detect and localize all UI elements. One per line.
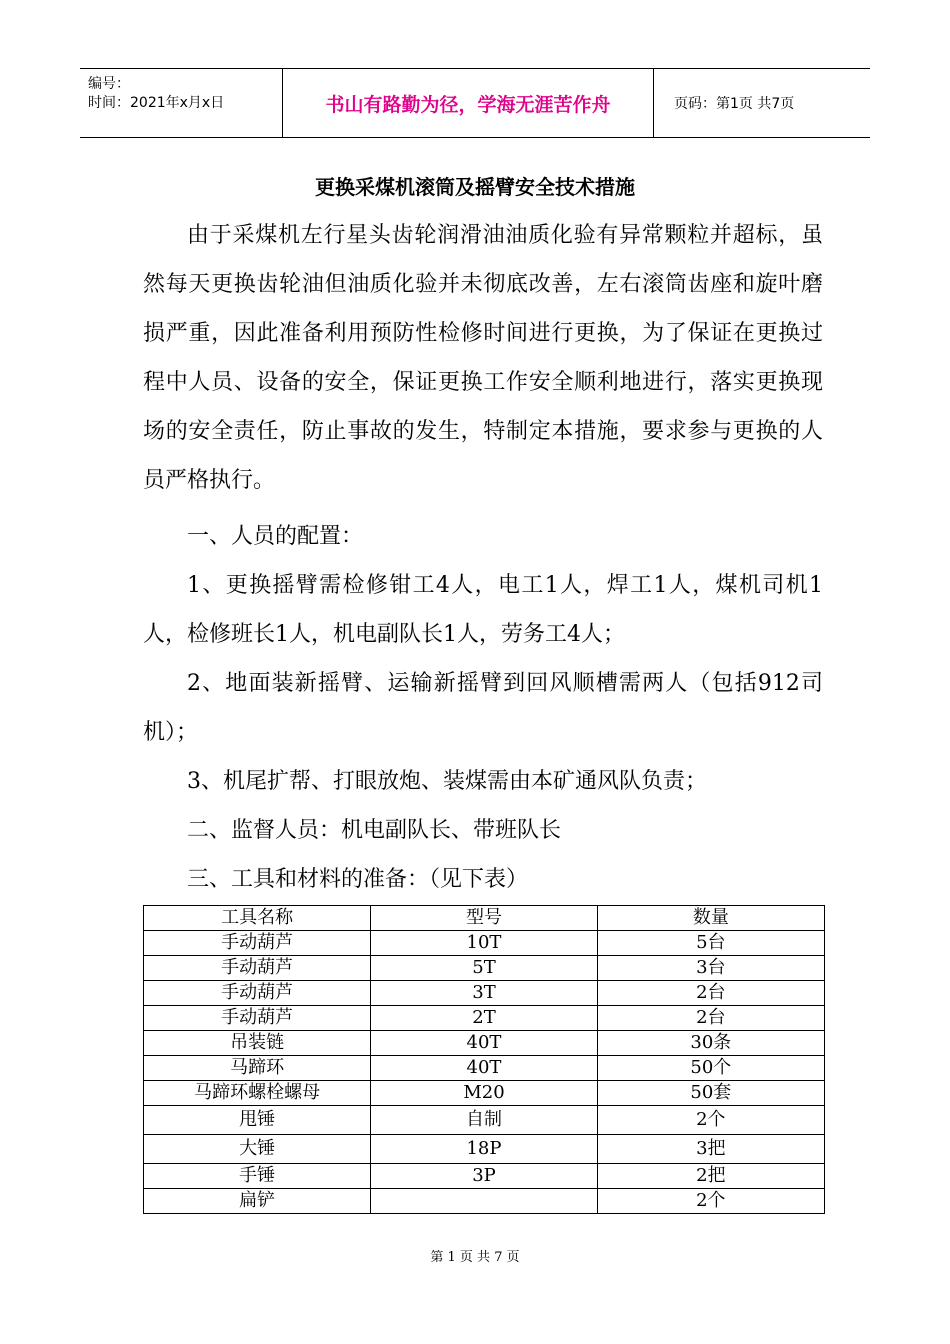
table-row bbox=[144, 931, 825, 956]
personnel-item-2: 2、地面装新摇臂、运输新摇臂到回风顺槽需两人（包括912司机）； bbox=[143, 671, 823, 745]
cell-name: 甩锤 bbox=[144, 1106, 371, 1135]
table-header-row bbox=[144, 906, 825, 931]
cell-qty: 2个 bbox=[597, 1189, 824, 1214]
personnel-item-3: 3、机尾扩帮、打眼放炮、装煤需由本矿通风队负责； bbox=[187, 769, 707, 794]
cell-name: 手动葫芦 bbox=[144, 956, 371, 981]
table-row bbox=[144, 1189, 825, 1214]
cell-model: M20 bbox=[371, 1081, 597, 1106]
header-cell-model: 型号 bbox=[371, 906, 597, 931]
section-tools-heading: 三、工具和材料的准备：（见下表） bbox=[187, 867, 529, 892]
header-meta bbox=[80, 69, 282, 137]
cell-qty: 2台 bbox=[597, 1006, 824, 1031]
cell-name: 手锤 bbox=[144, 1164, 371, 1189]
cell-model: 40T bbox=[371, 1056, 597, 1081]
header-cell-qty: 数量 bbox=[597, 906, 824, 931]
table-row bbox=[144, 956, 825, 981]
cell-qty: 3把 bbox=[597, 1135, 824, 1164]
section-supervision: 二、监督人员：机电副队长、带班队长 bbox=[187, 818, 562, 843]
cell-qty: 3台 bbox=[597, 956, 824, 981]
document-title: 更换采煤机滚筒及摇臂安全技术措施 bbox=[315, 175, 635, 199]
table-row bbox=[144, 1135, 825, 1164]
cell-name: 手动葫芦 bbox=[144, 931, 371, 956]
cell-qty: 5台 bbox=[597, 931, 824, 956]
number-label: 编号： bbox=[88, 76, 130, 92]
table-row bbox=[144, 1164, 825, 1189]
table-row bbox=[144, 1081, 825, 1106]
personnel-item-1: 1、更换摇臂需检修钳工4人，电工1人，焊工1人，煤机司机1人，检修班长1人，机电副队长1人，劳务工4人； bbox=[143, 573, 823, 647]
table-row bbox=[144, 981, 825, 1006]
cell-model bbox=[371, 1189, 597, 1214]
page-info-text: 页码：第1页 共7页 bbox=[674, 96, 795, 112]
cell-model: 自制 bbox=[371, 1106, 597, 1135]
cell-model: 2T bbox=[371, 1006, 597, 1031]
cell-model: 40T bbox=[371, 1031, 597, 1056]
cell-name: 马蹄环螺栓螺母 bbox=[144, 1081, 371, 1106]
cell-qty: 2把 bbox=[597, 1164, 824, 1189]
table-row bbox=[144, 1056, 825, 1081]
cell-model: 3P bbox=[371, 1164, 597, 1189]
table-row bbox=[144, 1106, 825, 1135]
cell-qty: 2个 bbox=[597, 1106, 824, 1135]
cell-model: 3T bbox=[371, 981, 597, 1006]
cell-model: 18P bbox=[371, 1135, 597, 1164]
table-row bbox=[144, 1031, 825, 1056]
intro-paragraph: 由于采煤机左行星头齿轮润滑油油质化验有异常颗粒并超标，虽然每天更换齿轮油但油质化验并未彻底改善，左右滚筒齿座和旋叶磨损严重，因此准备利用预防性检修时间进行更换，为了保证在更换过程中人员、设备的安全，保证更换工作安全顺利地进行，落实更换现场的安全责任，防止事故的发生，特制定本措施，要求参与更换的人员严格执行。 bbox=[143, 223, 823, 493]
header-motto: 书山有路勤为径，学海无涯苦作舟 bbox=[325, 93, 611, 116]
header-page-info bbox=[664, 69, 870, 137]
document-header bbox=[80, 68, 870, 138]
cell-model: 5T bbox=[371, 956, 597, 981]
header-divider bbox=[653, 69, 654, 137]
cell-name: 马蹄环 bbox=[144, 1056, 371, 1081]
time-label: 时间：2021年x月x日 bbox=[88, 95, 225, 111]
cell-model: 10T bbox=[371, 931, 597, 956]
cell-qty: 30条 bbox=[597, 1031, 824, 1056]
cell-qty: 2台 bbox=[597, 981, 824, 1006]
cell-name: 大锤 bbox=[144, 1135, 371, 1164]
cell-qty: 50个 bbox=[597, 1056, 824, 1081]
cell-name: 扁铲 bbox=[144, 1189, 371, 1214]
header-cell-name: 工具名称 bbox=[144, 906, 371, 931]
cell-qty: 50套 bbox=[597, 1081, 824, 1106]
cell-name: 手动葫芦 bbox=[144, 981, 371, 1006]
cell-name: 吊装链 bbox=[144, 1031, 371, 1056]
table-row bbox=[144, 1006, 825, 1031]
section-personnel-heading: 一、人员的配置： bbox=[187, 524, 364, 549]
cell-name: 手动葫芦 bbox=[144, 1006, 371, 1031]
tools-table bbox=[143, 905, 825, 1214]
page-footer: 第 1 页 共 7 页 bbox=[430, 1250, 520, 1265]
